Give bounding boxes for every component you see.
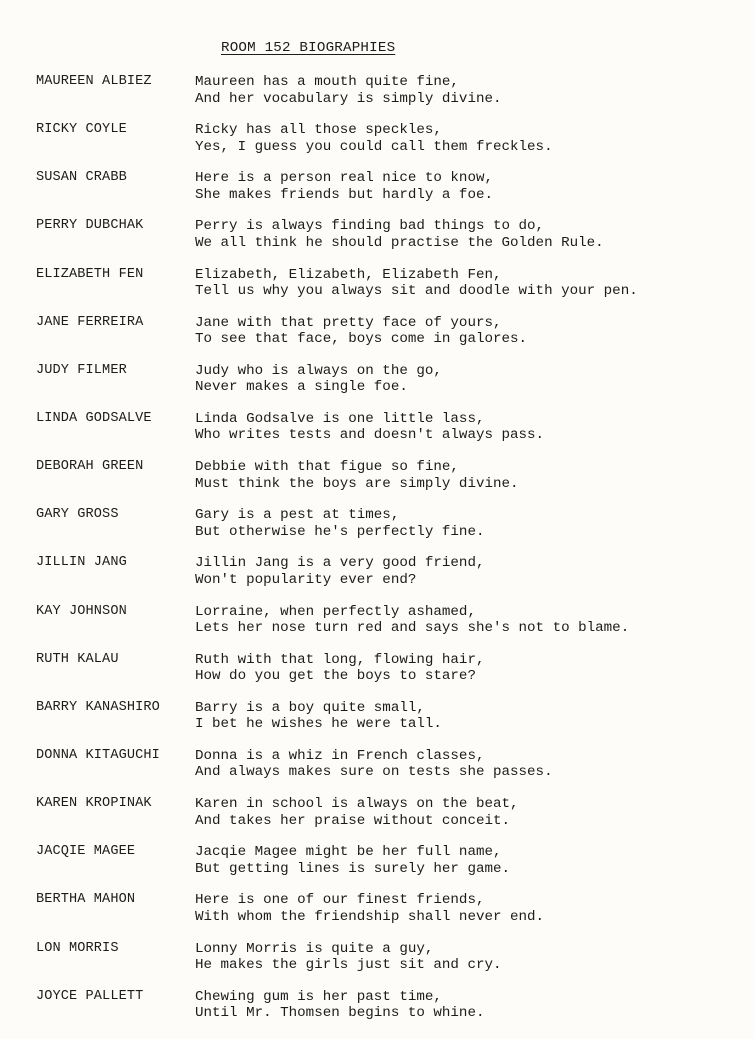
verse-line-1: Ruth with that long, flowing hair,	[195, 651, 485, 668]
verse-line-2: He makes the girls just sit and cry.	[195, 957, 502, 974]
verse-line-2: Until Mr. Thomsen begins to whine.	[195, 1005, 485, 1022]
biography-entry	[36, 700, 736, 748]
verse-line-1: Here is one of our finest friends,	[195, 892, 485, 909]
student-name: KAREN KROPINAK	[36, 796, 152, 812]
biography-entry	[36, 218, 736, 266]
biography-verse	[195, 122, 553, 170]
biography-entry	[36, 796, 736, 844]
student-name: JACQIE MAGEE	[36, 844, 136, 860]
biography-entry	[36, 459, 736, 507]
student-name: BERTHA MAHON	[36, 892, 136, 908]
student-name: RICKY COYLE	[36, 122, 127, 138]
biography-verse	[195, 507, 484, 555]
verse-line-2: And takes her praise without conceit.	[195, 812, 511, 829]
student-name: JANE FERREIRA	[36, 314, 144, 330]
verse-line-2: How do you get the boys to stare?	[195, 668, 476, 685]
verse-line-1: Judy who is always on the go,	[195, 362, 442, 379]
biography-verse	[195, 315, 527, 363]
verse-line-1: Linda Godsalve is one little lass,	[195, 410, 485, 427]
student-name: SUSAN CRABB	[36, 170, 127, 186]
verse-line-2: She makes friends but hardly a foe.	[195, 186, 493, 203]
student-name: JILLIN JANG	[36, 555, 127, 571]
student-name: RUTH KALAU	[36, 651, 119, 667]
biography-entry	[36, 122, 736, 170]
biography-verse	[195, 218, 604, 266]
verse-line-1: Gary is a pest at times,	[195, 507, 400, 524]
biography-verse	[195, 941, 502, 989]
student-name: JOYCE PALLETT	[36, 988, 144, 1004]
verse-line-2: And always makes sure on tests she passes.	[195, 764, 553, 781]
biography-entry	[36, 892, 736, 940]
biography-entry	[36, 507, 736, 555]
biography-verse	[195, 459, 519, 507]
verse-line-1: Maureen has a mouth quite fine,	[195, 74, 459, 90]
student-name: ELIZABETH FEN	[36, 266, 144, 282]
student-name: LON MORRIS	[36, 940, 119, 956]
verse-line-1: Ricky has all those speckles,	[195, 122, 442, 139]
student-name: BARRY KANASHIRO	[36, 699, 160, 715]
biography-list	[36, 74, 736, 1037]
verse-line-1: Jane with that pretty face of yours,	[195, 314, 502, 331]
biography-verse	[195, 74, 502, 122]
verse-line-2: We all think he should practise the Golden Rule.	[195, 234, 604, 251]
verse-line-1: Debbie with that figue so fine,	[195, 459, 459, 476]
biography-entry	[36, 411, 736, 459]
verse-line-2: With whom the friendship shall never end.	[195, 908, 545, 925]
page-title: ROOM 152 BIOGRAPHIES	[221, 40, 396, 56]
biography-verse	[195, 555, 484, 603]
biography-entry	[36, 267, 736, 315]
student-name: PERRY DUBCHAK	[36, 218, 144, 234]
biography-entry	[36, 363, 736, 411]
verse-line-2: To see that face, boys come in galores.	[195, 331, 528, 348]
verse-line-1: Barry is a boy quite small,	[195, 699, 425, 716]
student-name: JUDY FILMER	[36, 362, 127, 378]
verse-line-1: Perry is always finding bad things to do,	[195, 218, 545, 235]
biography-verse	[195, 652, 484, 700]
student-name: DONNA KITAGUCHI	[36, 747, 160, 763]
verse-line-2: Must think the boys are simply divine.	[195, 475, 519, 492]
student-name: KAY JOHNSON	[36, 603, 127, 619]
verse-line-2: And her vocabulary is simply divine.	[195, 90, 502, 107]
biography-verse	[195, 844, 510, 892]
verse-line-2: Yes, I guess you could call them freckles.	[195, 138, 553, 155]
verse-line-2: But otherwise he's perfectly fine.	[195, 523, 485, 540]
biography-entry	[36, 555, 736, 603]
verse-line-2: Who writes tests and doesn't always pass.	[195, 427, 545, 444]
student-name: GARY GROSS	[36, 507, 119, 523]
verse-line-1: Lonny Morris is quite a guy,	[195, 940, 434, 957]
verse-line-2: Tell us why you always sit and doodle with your pen.	[195, 283, 638, 300]
biography-verse	[195, 363, 442, 411]
verse-line-2: I bet he wishes he were tall.	[195, 716, 442, 733]
biography-entry	[36, 748, 736, 796]
biography-entry	[36, 604, 736, 652]
biography-verse	[195, 796, 519, 844]
biography-entry	[36, 941, 736, 989]
verse-line-1: Donna is a whiz in French classes,	[195, 747, 485, 764]
verse-line-2: Never makes a single foe.	[195, 379, 408, 396]
verse-line-2: Won't popularity ever end?	[195, 571, 417, 588]
biography-verse	[195, 748, 553, 796]
student-name: LINDA GODSALVE	[36, 410, 152, 426]
biography-entry	[36, 315, 736, 363]
biography-entry	[36, 989, 736, 1037]
biography-verse	[195, 267, 638, 315]
verse-line-2: But getting lines is surely her game.	[195, 860, 511, 877]
biography-entry	[36, 652, 736, 700]
verse-line-1: Jillin Jang is a very good friend,	[195, 555, 485, 572]
biography-verse	[195, 892, 544, 940]
verse-line-1: Lorraine, when perfectly ashamed,	[195, 603, 476, 620]
student-name: DEBORAH GREEN	[36, 459, 144, 475]
biography-entry	[36, 844, 736, 892]
verse-line-1: Jacqie Magee might be her full name,	[195, 844, 502, 861]
biography-entry	[36, 74, 736, 122]
biography-verse	[195, 170, 493, 218]
verse-line-1: Here is a person real nice to know,	[195, 170, 493, 187]
biography-verse	[195, 700, 442, 748]
verse-line-2: Lets her nose turn red and says she's not to blame.	[195, 620, 630, 637]
biography-verse	[195, 604, 629, 652]
biography-entry	[36, 170, 736, 218]
biography-verse	[195, 411, 544, 459]
student-name: MAUREEN ALBIEZ	[36, 74, 152, 89]
biography-verse	[195, 989, 484, 1037]
verse-line-1: Karen in school is always on the beat,	[195, 796, 519, 813]
verse-line-1: Chewing gum is her past time,	[195, 988, 442, 1005]
verse-line-1: Elizabeth, Elizabeth, Elizabeth Fen,	[195, 266, 502, 283]
